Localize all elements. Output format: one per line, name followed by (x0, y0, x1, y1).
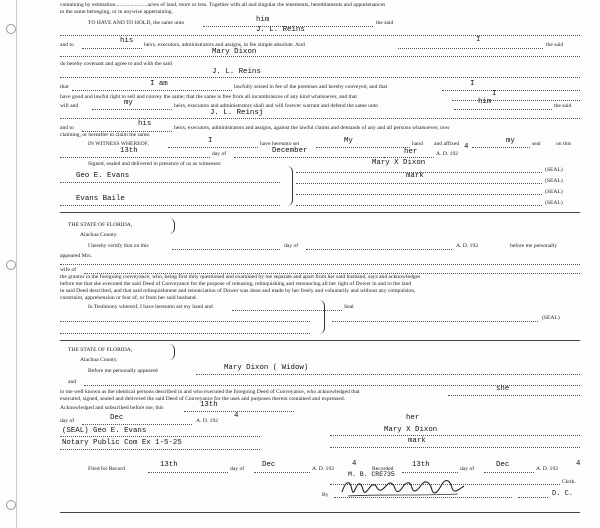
typed-month: Dec (110, 414, 124, 422)
typed-i: I (208, 137, 213, 145)
record-line: day of (230, 466, 245, 472)
fill-line (60, 321, 310, 322)
bracket (318, 300, 325, 334)
ack-line: Acknowledged and subscribed before me, this (60, 405, 164, 411)
fill-line (472, 147, 530, 148)
fill-line (60, 157, 210, 158)
fill-line (454, 109, 552, 110)
fill-line (330, 435, 580, 436)
typed-i: I (492, 90, 497, 98)
typed-grantee: J. L. Reins (212, 68, 261, 76)
fill-line (92, 109, 172, 110)
record-line: Recorded (372, 466, 394, 472)
fill-line (330, 447, 580, 448)
typed-year: 4 (234, 412, 239, 420)
deed-line: TO HAVE AND TO HOLD, the same unto (88, 20, 185, 26)
fill-line (484, 472, 534, 473)
typed-my: My (344, 137, 353, 145)
punch-hole (6, 260, 16, 270)
record-line: D. C. (552, 490, 574, 498)
fill-line (384, 157, 434, 158)
ack-line: day of (60, 418, 75, 424)
typed-year: 4 (352, 460, 357, 468)
typed-day: 13th (160, 461, 178, 469)
ack-line: wife of (60, 267, 76, 273)
deed-line: the said (554, 103, 572, 109)
section-divider (60, 512, 580, 513)
state-heading: THE STATE OF FLORIDA, (68, 347, 133, 353)
fill-line (172, 249, 280, 250)
bracket (168, 218, 175, 234)
fill-line (82, 48, 142, 49)
typed-mark: mark (406, 172, 424, 180)
typed-grantor: Mary Dixon (212, 48, 257, 56)
fill-line (60, 436, 260, 437)
deed-line: heirs, executors, administrators and assigns, against the lawful claims and demands of any and all persons whatsoever, now (174, 125, 450, 131)
record-line: day of (460, 466, 475, 472)
typed-notary: Notary Public Com Ex 1-5-25 (62, 439, 182, 447)
fill-line (196, 374, 580, 375)
fill-line (398, 48, 543, 49)
typed-i: I (470, 80, 475, 88)
deputy-signature (338, 474, 468, 500)
deed-line: on this (556, 141, 572, 147)
deed-line: IN WITNESS WHEREOF, (88, 141, 149, 147)
fill-line (60, 205, 280, 206)
deed-line: will and (60, 103, 79, 109)
deed-line: have hereunto set (260, 141, 300, 147)
ack-line: to me well known as the identical persons described in and who executed the foregoing Deed of Conveyance, who acknowledged that (60, 389, 360, 395)
record-line: A. D. 192 (312, 466, 335, 472)
seal-label: (SEAL) (545, 178, 563, 184)
deed-line: heirs, executors, administrators and assigns, in fee simple absolute. And (144, 42, 305, 48)
section-divider (60, 212, 580, 213)
record-line: By (322, 492, 329, 498)
typed-his: his (138, 120, 152, 128)
ack-line: and (68, 379, 77, 385)
ack-line: before me personally (510, 243, 558, 249)
ack-line: A. D. 192 (456, 243, 479, 249)
ack-line: the grantor in the foregoing conveyance, who, being first duly questioned and examined by me separate and apart from her said husband, says and acknowledges (60, 274, 421, 280)
fill-line (82, 424, 192, 425)
typed-grantee: him (256, 16, 270, 24)
fill-line (332, 321, 538, 322)
typed-grantee: J. L. Reinsj (210, 109, 264, 117)
fill-line (296, 205, 542, 206)
typed-her: her (404, 148, 418, 156)
typed-signature: Mary X Dixon (372, 159, 426, 167)
typed-year: 4 (464, 143, 469, 151)
seal-label: (SEAL) (545, 200, 563, 206)
ack-line: constraint, apprehension or fear of, or from her said husband. (60, 295, 198, 301)
typed-day: 13th (200, 401, 218, 409)
deed-line: that (60, 84, 69, 90)
punch-hole (6, 500, 16, 510)
fill-line (316, 147, 410, 148)
ack-line: before me that she executed the said Deed of Conveyance for the purpose of releasing, relinquishing and renouncing all her right of Dower in and to the land (60, 281, 412, 287)
deed-line: claiming, or hereafter to claim the same. (60, 132, 151, 138)
deed-line: heirs, executors and administrators shall and will forever warrant and defend the same unto (174, 103, 379, 109)
fill-line (296, 172, 542, 173)
ack-line: appeared Mrs. (60, 253, 92, 259)
fill-line (168, 147, 258, 148)
ack-line: executed, signed, sealed and delivered the said Deed of Conveyance for the uses and purposes therein contained and expressed. (60, 396, 346, 402)
typed-notary-seal: (SEAL) Geo E. Evans (62, 427, 147, 435)
deed-line: day of (212, 151, 227, 157)
fill-line (402, 472, 458, 473)
seal-label: (SEAL) (545, 167, 563, 173)
punch-hole (6, 24, 16, 34)
deed-line: do hereby covenant and agree to and with the said (60, 61, 172, 67)
deed-line: to the same belonging, or in anywise appertaining. (60, 9, 173, 15)
deed-line: and to (60, 125, 74, 131)
fill-line (306, 249, 452, 250)
section-divider (60, 340, 580, 341)
typed-month: Dec (496, 461, 510, 469)
typed-appearer: Mary Dixon ( Widow) (224, 364, 309, 372)
deed-line: lawfully seized in fee of the premises and hereby conveyed, and that (234, 84, 388, 90)
deed-line: have good and lawful right to sell and convey the same; that the same is free from all incumbrances of any kind whatsoever, and that (60, 94, 357, 100)
typed-him: him (478, 98, 492, 106)
ack-line: in said Deed described, and that said relinquishment and renunciation of Dower was done and made by her freely and voluntarily and without any compulsion, (60, 288, 416, 294)
ack-line: Before me personally appeared (88, 368, 158, 374)
fill-line (60, 182, 280, 183)
typed-month: December (272, 147, 308, 155)
deed-line: hand (412, 141, 423, 147)
deed-line: the said (546, 42, 564, 48)
typed-his: his (120, 37, 134, 45)
record-line: Filed for Record (88, 466, 125, 472)
county-heading: Alachua County. (80, 232, 118, 238)
fill-line (60, 333, 310, 334)
deed-line: and to (60, 42, 74, 48)
typed-i: I (476, 36, 481, 44)
ack-line: I hereby certify that on this (88, 243, 149, 249)
seal-label: (SEAL) (545, 189, 563, 195)
typed-year: 4 (576, 460, 581, 468)
fill-line (296, 194, 542, 195)
witness-name: Geo E. Evans (76, 172, 130, 180)
deed-line: containing by estimation.......................acres of land, more or less. Together with all and singular the tenements, hereditaments and appurtenances (60, 2, 386, 8)
fill-line (296, 183, 542, 184)
ack-line: A. D. 192 (196, 418, 219, 424)
ack-line: Seal (344, 304, 354, 310)
fill-line (232, 310, 342, 311)
seal-label: (SEAL) (542, 315, 560, 321)
fill-line (148, 472, 228, 473)
typed-her: her (406, 414, 420, 422)
typed-iam: I am (150, 80, 168, 88)
fill-line (234, 157, 384, 158)
typed-month: Dec (262, 461, 276, 469)
typed-signature: Mary X Dixon (384, 426, 438, 434)
typed-grantee: J. L. Reins (256, 26, 305, 34)
record-line: A. D. 192 (536, 466, 559, 472)
typed-my: my (506, 137, 515, 145)
deed-line: A. D. 192 (436, 151, 459, 157)
deed-line: the said (376, 20, 394, 26)
clerk-stamp: M. B. CRE735 (348, 471, 395, 478)
fill-line (60, 264, 580, 265)
deed-line: and affixed (434, 141, 460, 147)
typed-day: 13th (412, 461, 430, 469)
fill-line (448, 395, 580, 396)
binding-margin-line (16, 0, 17, 528)
typed-she: she (496, 385, 510, 393)
bracket (168, 344, 175, 360)
typed-my: my (124, 99, 133, 107)
fill-line (442, 90, 580, 91)
typed-mark: mark (408, 437, 426, 445)
record-line: Clerk. (562, 479, 576, 485)
state-heading: THE STATE OF FLORIDA, (68, 222, 133, 228)
witness-name: Evans Baile (76, 195, 125, 203)
fill-line (60, 56, 580, 57)
ack-line: In Testimony whereof, I have hereunto set my hand and (88, 304, 213, 310)
fill-line (60, 77, 580, 78)
typed-day: 13th (120, 147, 138, 155)
fill-line (184, 411, 294, 412)
bracket (286, 166, 293, 206)
ack-line: day of (284, 243, 299, 249)
fill-line (452, 100, 580, 101)
fill-line (72, 90, 232, 91)
fill-line (254, 472, 310, 473)
deed-line: Signed, sealed and delivered in presence of us as witnesses: (88, 161, 222, 167)
deed-line: seal (532, 141, 541, 147)
fill-line (60, 118, 580, 119)
fill-line (60, 449, 260, 450)
fill-line (60, 35, 580, 36)
fill-line (518, 497, 548, 498)
county-heading: Alachua County. (80, 357, 118, 363)
